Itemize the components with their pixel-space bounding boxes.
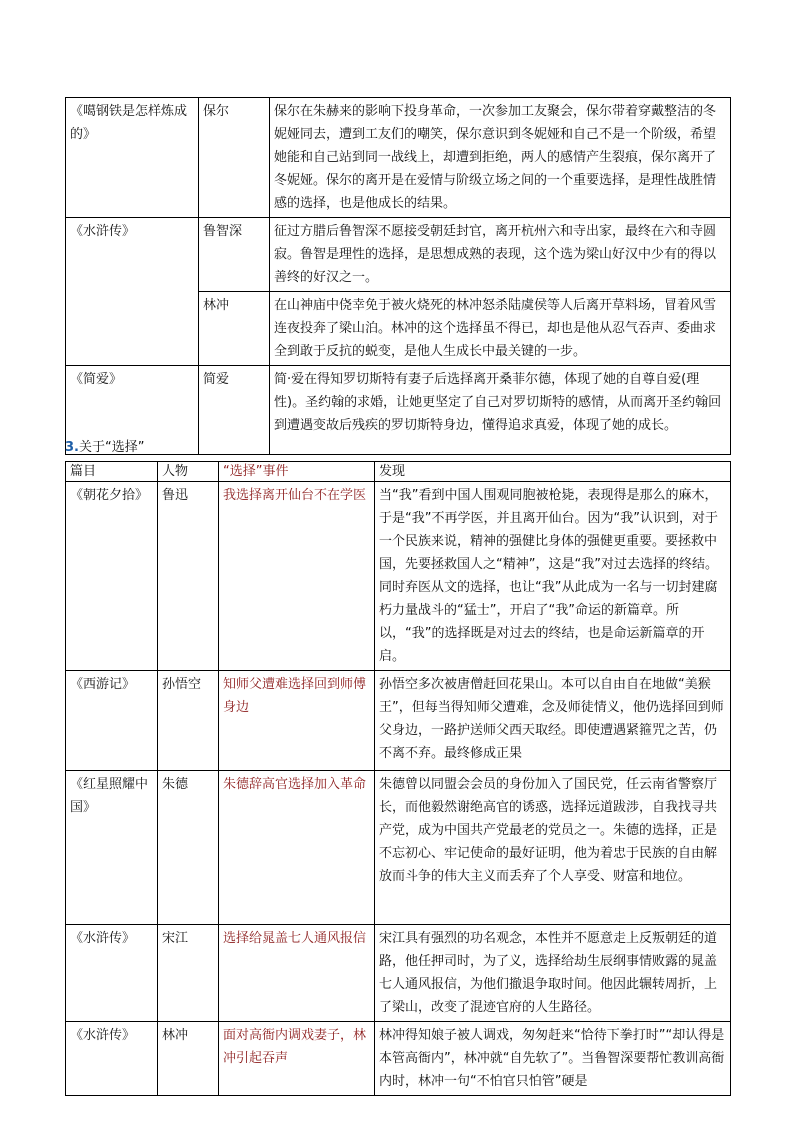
header-work: 篇目 bbox=[66, 462, 158, 482]
person-cell: 孙悟空 bbox=[158, 671, 219, 771]
person-cell: 宋江 bbox=[158, 925, 219, 1022]
person-cell: 简爱 bbox=[199, 366, 270, 455]
event-cell: 知师父遭难选择回到师傅身边 bbox=[219, 671, 375, 771]
section-number: 3. bbox=[65, 440, 79, 455]
work-cell: 《红星照耀中国》 bbox=[66, 771, 158, 925]
table-row bbox=[66, 482, 731, 671]
person-cell: 保尔 bbox=[199, 98, 270, 218]
description-cell: 简·爱在得知罗切斯特有妻子后选择离开桑菲尔德，体现了她的自尊自爱(理性)。圣约翰的求婚，让她更坚定了自己对罗切斯特的感情，从而离开圣约翰回到遭遇变故后残疾的罗切斯特身边，懂得追求真爱，体现了她的成长。 bbox=[270, 366, 731, 455]
header-finding: 发现 bbox=[375, 462, 731, 482]
work-cell: 《简爱》 bbox=[66, 366, 199, 455]
table-choices-1 bbox=[65, 97, 731, 455]
event-cell: 我选择离开仙台不在学医 bbox=[219, 482, 375, 671]
section-heading bbox=[65, 438, 144, 458]
work-cell: 《西游记》 bbox=[66, 671, 158, 771]
finding-cell: 林冲得知娘子被人调戏，匆匆赶来“恰待下拳打时”“却认得是本管高衙内”，林冲就“自先软了”。当鲁智深要帮忙教训高衙内时，林冲一句“不怕官只怕管”硬是 bbox=[375, 1022, 731, 1096]
event-cell: 朱德辞高官选择加入革命 bbox=[219, 771, 375, 925]
work-cell: 《水浒传》 bbox=[66, 1022, 158, 1096]
finding-cell: 朱德曾以同盟会会员的身份加入了国民党，任云南省警察厅长，而他毅然谢绝高官的诱惑，选择远道跋涉，自我找寻共产党，成为中国共产党最老的党员之一。朱德的选择，正是不忘初心、牢记使命的最好证明，他为着忠于民族的自由解放而斗争的伟大主义而丢弃了个人享受、财富和地位。 bbox=[375, 771, 731, 925]
table-row bbox=[66, 98, 731, 218]
description-cell: 在山神庙中侥幸免于被火烧死的林冲怒杀陆虞侯等人后离开草料场，冒着风雪连夜投奔了梁山泊。林冲的这个选择虽不得已，却也是他从忍气吞声、委曲求全到敢于反抗的蜕变，是他人生成长中最关键的一步。 bbox=[270, 292, 731, 366]
header-person: 人物 bbox=[158, 462, 219, 482]
work-cell: 《噶钢铁是怎样炼成的》 bbox=[66, 98, 199, 218]
table-choices-2 bbox=[65, 461, 731, 1096]
person-cell: 林冲 bbox=[199, 292, 270, 366]
event-cell: 选择给晁盖七人通风报信 bbox=[219, 925, 375, 1022]
work-cell: 《水浒传》 bbox=[66, 218, 199, 366]
table-row bbox=[66, 925, 731, 1022]
finding-cell: 宋江具有强烈的功名观念，本性并不愿意走上反叛朝廷的道路，他任押司时，为了义，选择给劫生辰纲事情败露的晁盖七人通风报信，为他们撤退争取时间。他因此辗转周折，上了梁山，改变了混迹官府的人生路径。 bbox=[375, 925, 731, 1022]
finding-cell: 当“我”看到中国人围观同胞被枪毙，表现得是那么的麻木，于是“我”不再学医，并且离开仙台。因为“我”认识到，对于一个民族来说，精神的强健比身体的强健更重要。要拯救中国，先要拯救国人之“精神”，这是“我”对过去选择的终结。同时弃医从文的选择，也让“我”从此成为一名与一切封建腐朽力量战斗的“猛士”，开启了“我”命运的新篇章。所以，“我”的选择既是对过去的终结，也是命运新篇章的开启。 bbox=[375, 482, 731, 671]
header-event: “选择”事件 bbox=[219, 462, 375, 482]
description-cell: 征过方腊后鲁智深不愿接受朝廷封官，离开杭州六和寺出家，最终在六和寺圆寂。鲁智是理性的选择，是思想成熟的表现，这个选为梁山好汉中少有的得以善终的好汉之一。 bbox=[270, 218, 731, 292]
work-cell: 《朝花夕拾》 bbox=[66, 482, 158, 671]
person-cell: 鲁智深 bbox=[199, 218, 270, 292]
table-row bbox=[66, 671, 731, 771]
table-row bbox=[66, 1022, 731, 1096]
section-title: 关于“选择” bbox=[78, 440, 145, 455]
description-cell: 保尔在朱赫来的影响下投身革命，一次参加工友聚会，保尔带着穿戴整洁的冬妮娅同去，遭到工友们的嘲笑，保尔意识到冬妮娅和自己不是一个阶级，希望她能和自己站到同一战线上，却遭到拒绝，两人的感情产生裂痕，保尔离开了冬妮娅。保尔的离开是在爱情与阶级立场之间的一个重要选择，是理性战胜情感的选择，也是他成长的结果。 bbox=[270, 98, 731, 218]
person-cell: 林冲 bbox=[158, 1022, 219, 1096]
table-row bbox=[66, 366, 731, 455]
event-cell: 面对高衙内调戏妻子，林冲引起吞声 bbox=[219, 1022, 375, 1096]
work-cell: 《水浒传》 bbox=[66, 925, 158, 1022]
table-row bbox=[66, 771, 731, 925]
table-header-row bbox=[66, 462, 731, 482]
person-cell: 朱德 bbox=[158, 771, 219, 925]
person-cell: 鲁迅 bbox=[158, 482, 219, 671]
table-row bbox=[66, 218, 731, 292]
finding-cell: 孙悟空多次被唐僧赶回花果山。本可以自由自在地做“美猴王”，但每当得知师父遭难，念及师徒情义，他仍选择回到师父身边，一路护送师父西天取经。即使遭遇紧箍咒之苦，仍不离不弃。最终修成正果 bbox=[375, 671, 731, 771]
